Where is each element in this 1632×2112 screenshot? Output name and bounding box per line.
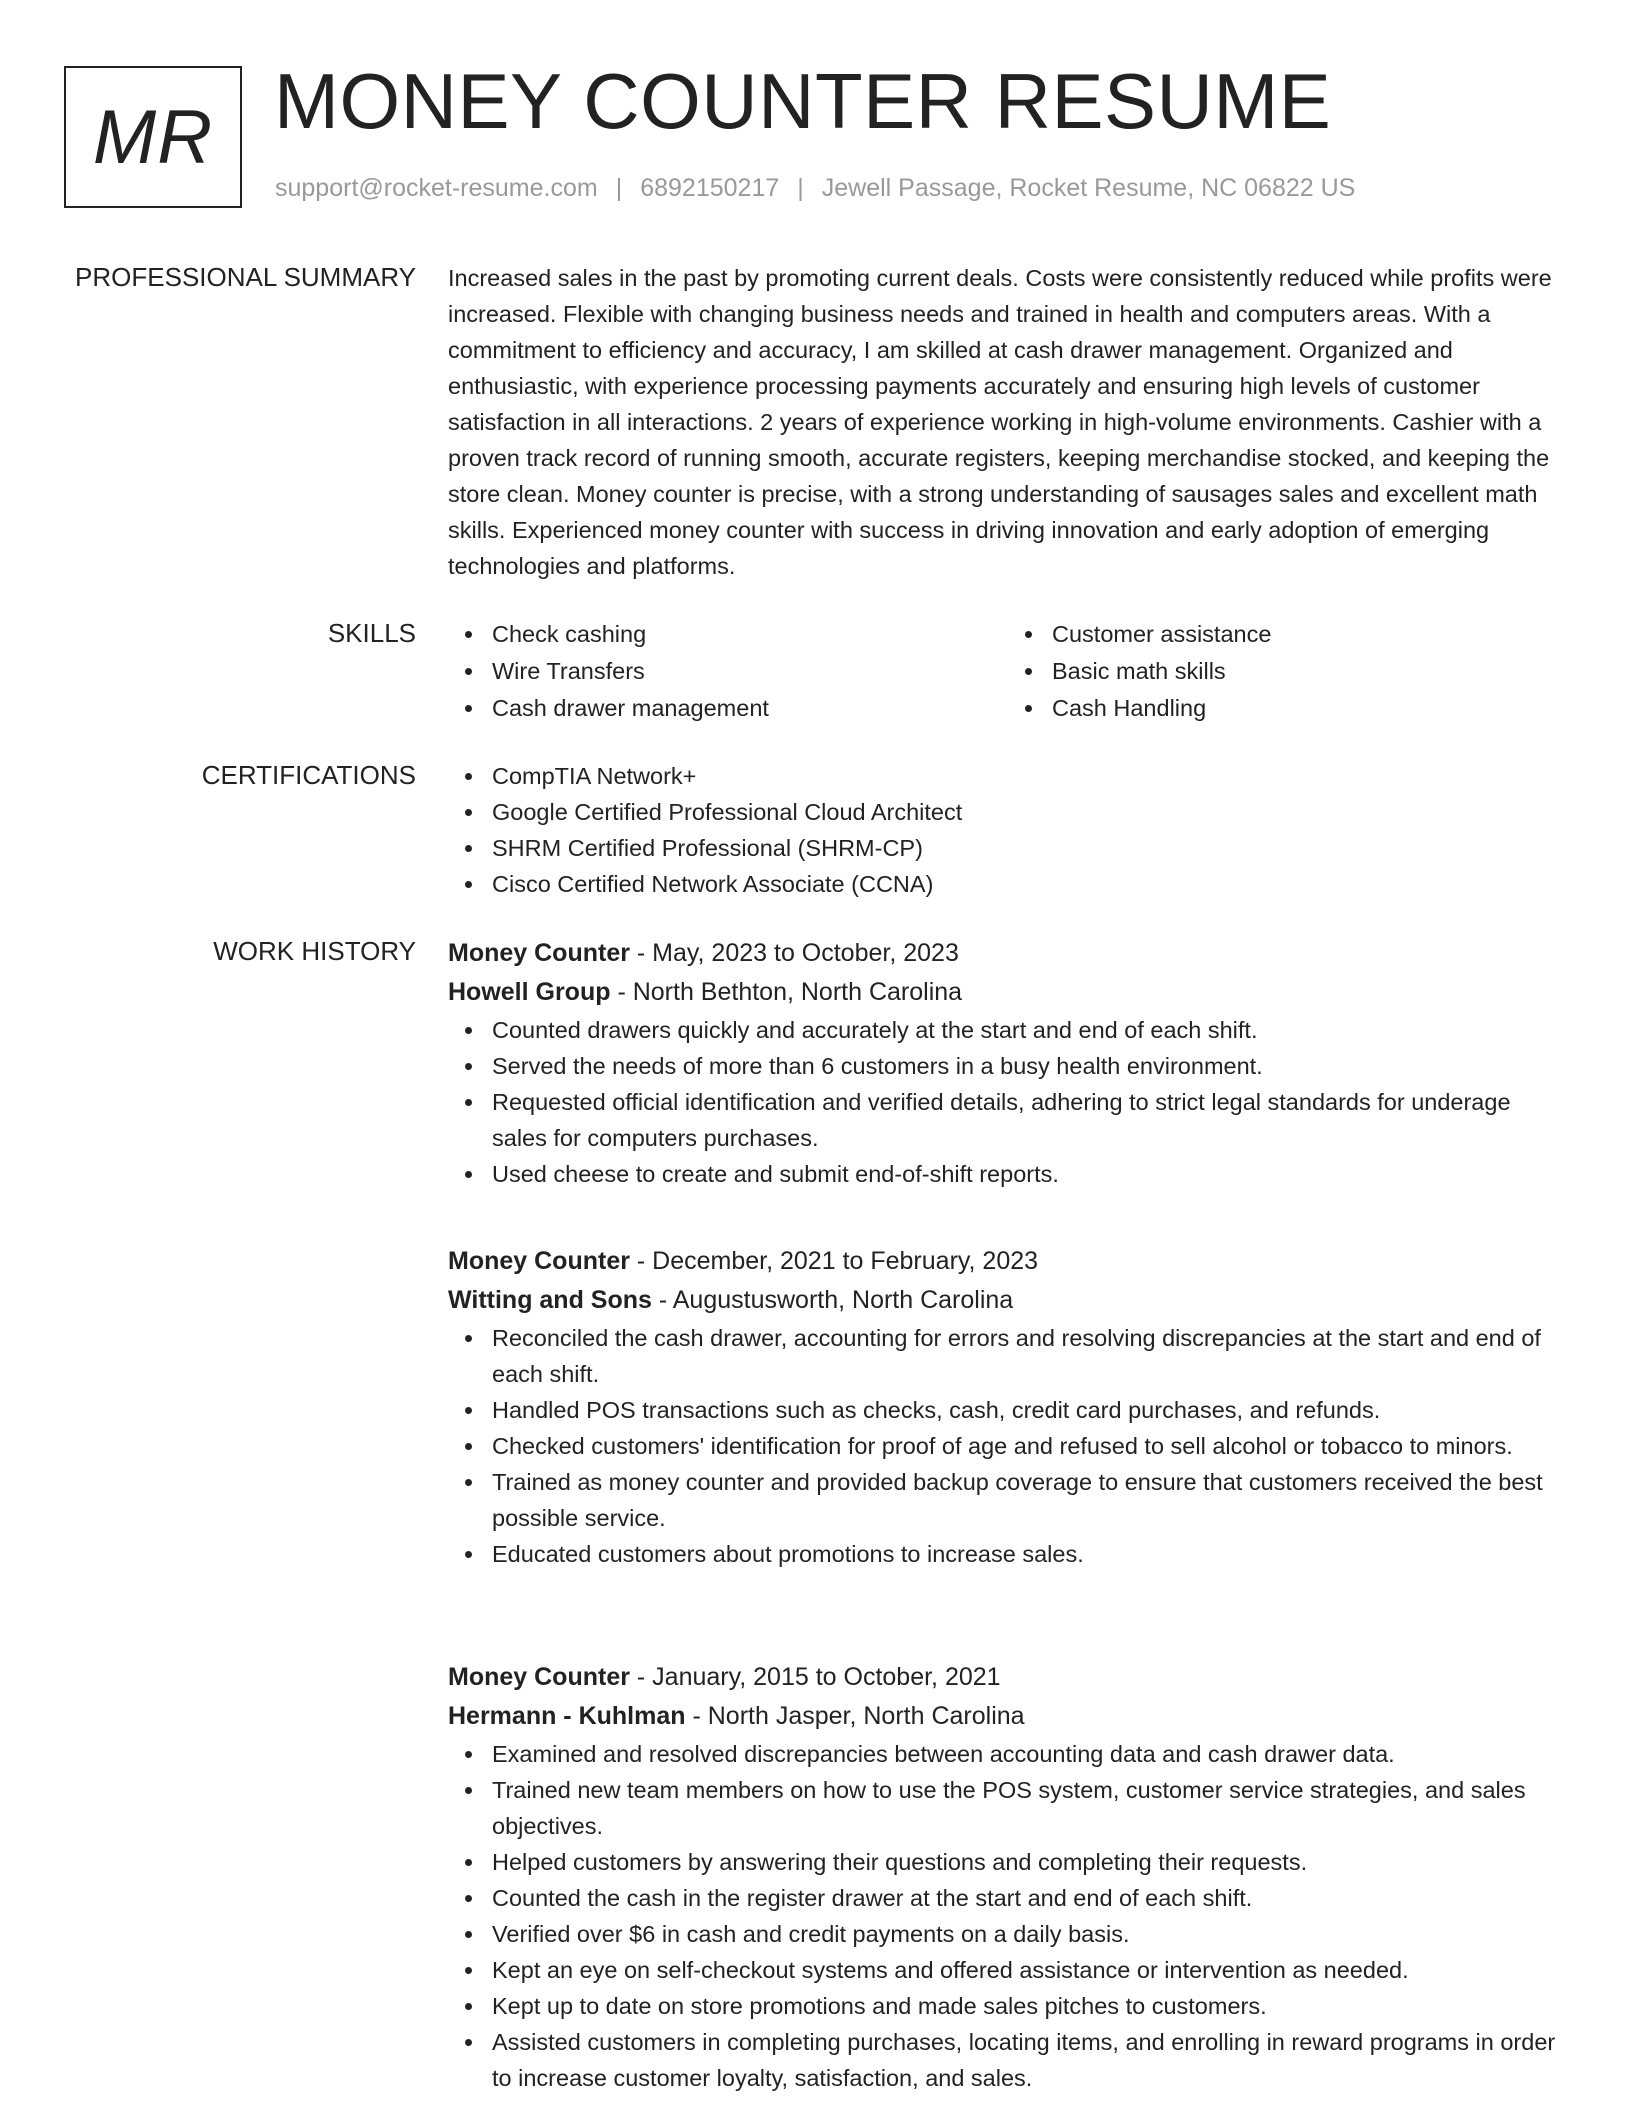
skill-item: Cash drawer management (492, 690, 1008, 727)
certification-item: Cisco Certified Network Associate (CCNA) (492, 866, 1568, 902)
certification-item: CompTIA Network+ (492, 758, 1568, 794)
job-bullet: Served the needs of more than 6 customers in a busy health environment. (492, 1048, 1568, 1084)
job-company-line (448, 1697, 1568, 1736)
job-bullet: Kept up to date on store promotions and made sales pitches to customers. (492, 1988, 1568, 2024)
summary-text: Increased sales in the past by promoting current deals. Costs were consistently reduced while profits were increased. Flexible with changing business needs and trained in health and computers areas. With a commitment to efficiency and accuracy, I am skilled at cash drawer management. Organized and enthusiastic, with experience processing payments accurately and ensuring high levels of customer satisfaction in all interactions. 2 years of experience working in high-volume environments. Cashier with a proven track record of running smooth, accurate registers, keeping merchandise stocked, and keeping the store clean. Money counter is precise, with a strong understanding of sausages sales and excellent math skills. Experienced money counter with success in driving innovation and early adoption of emerging technologies and platforms. (448, 265, 1552, 579)
skills-list-right (1008, 616, 1568, 727)
contact-separator: | (615, 174, 623, 202)
job-bullets (448, 1320, 1568, 1572)
job-role: Money Counter (448, 939, 630, 967)
certifications-heading: CERTIFICATIONS (201, 760, 416, 790)
job-location: - North Bethton, North Carolina (610, 978, 963, 1006)
job-bullet: Examined and resolved discrepancies between accounting data and cash drawer data. (492, 1736, 1568, 1772)
job-bullet: Reconciled the cash drawer, accounting for errors and resolving discrepancies at the start and end of each shift. (492, 1320, 1568, 1392)
job-entry (448, 1658, 1568, 2096)
job-role: Money Counter (448, 1247, 630, 1275)
job-company: Hermann - Kuhlman (448, 1702, 686, 1730)
job-bullet: Assisted customers in completing purchases, locating items, and enrolling in reward programs in order to increase customer loyalty, satisfaction, and sales. (492, 2024, 1568, 2096)
certification-item: Google Certified Professional Cloud Architect (492, 794, 1568, 830)
job-bullets (448, 1736, 1568, 2096)
job-dates: - December, 2021 to February, 2023 (629, 1247, 1039, 1275)
monogram-badge: MR (64, 66, 242, 208)
job-bullet: Counted drawers quickly and accurately at the start and end of each shift. (492, 1012, 1568, 1048)
job-dates: - January, 2015 to October, 2021 (629, 1663, 1001, 1691)
skill-item: Check cashing (492, 616, 1008, 653)
job-company-line (448, 973, 1568, 1012)
resume-title: MONEY COUNTER RESUME (274, 57, 1332, 145)
job-bullet: Requested official identification and verified details, adhering to strict legal standards for underage sales for computers purchases. (492, 1084, 1568, 1156)
job-bullet: Used cheese to create and submit end-of-shift reports. (492, 1156, 1568, 1192)
job-entry (448, 934, 1568, 1192)
job-bullet: Counted the cash in the register drawer at the start and end of each shift. (492, 1880, 1568, 1916)
contact-phone: 6892150217 (640, 174, 780, 202)
job-dates: - May, 2023 to October, 2023 (629, 939, 959, 967)
job-bullet: Handled POS transactions such as checks, cash, credit card purchases, and refunds. (492, 1392, 1568, 1428)
contact-separator: | (797, 174, 804, 202)
job-role-line (448, 1242, 1568, 1281)
certification-item: SHRM Certified Professional (SHRM-CP) (492, 830, 1568, 866)
job-bullet: Trained as money counter and provided backup coverage to ensure that customers received the best possible service. (492, 1464, 1568, 1536)
contact-email: support@rocket-resume.com (275, 174, 598, 202)
skills-heading: SKILLS (327, 618, 416, 648)
skill-item: Cash Handling (1052, 690, 1568, 727)
job-location: - Augustusworth, North Carolina (651, 1286, 1014, 1314)
job-bullets (448, 1012, 1568, 1192)
skill-item: Customer assistance (1052, 616, 1568, 653)
job-bullet: Helped customers by answering their questions and completing their requests. (492, 1844, 1568, 1880)
job-bullet: Educated customers about promotions to increase sales. (492, 1536, 1568, 1572)
skills-list-left (448, 616, 1008, 727)
work-history-heading: WORK HISTORY (213, 936, 416, 966)
job-bullet: Checked customers' identification for proof of age and refused to sell alcohol or tobacco to minors. (492, 1428, 1568, 1464)
job-bullet: Verified over $6 in cash and credit payments on a daily basis. (492, 1916, 1568, 1952)
job-role-line (448, 1658, 1568, 1697)
job-company-line (448, 1281, 1568, 1320)
job-entry (448, 1242, 1568, 1572)
job-company: Witting and Sons (448, 1286, 652, 1314)
job-location: - North Jasper, North Carolina (685, 1702, 1025, 1730)
contact-line (275, 174, 1355, 203)
certifications-list (448, 758, 1568, 902)
job-bullet: Kept an eye on self-checkout systems and offered assistance or intervention as needed. (492, 1952, 1568, 1988)
summary-heading: PROFESSIONAL SUMMARY (75, 262, 416, 292)
skill-item: Basic math skills (1052, 653, 1568, 690)
contact-address: Jewell Passage, Rocket Resume, NC 06822 US (821, 174, 1356, 202)
job-role: Money Counter (448, 1663, 630, 1691)
job-company: Howell Group (448, 978, 611, 1006)
job-role-line (448, 934, 1568, 973)
job-bullet: Trained new team members on how to use the POS system, customer service strategies, and sales objectives. (492, 1772, 1568, 1844)
skill-item: Wire Transfers (492, 653, 1008, 690)
